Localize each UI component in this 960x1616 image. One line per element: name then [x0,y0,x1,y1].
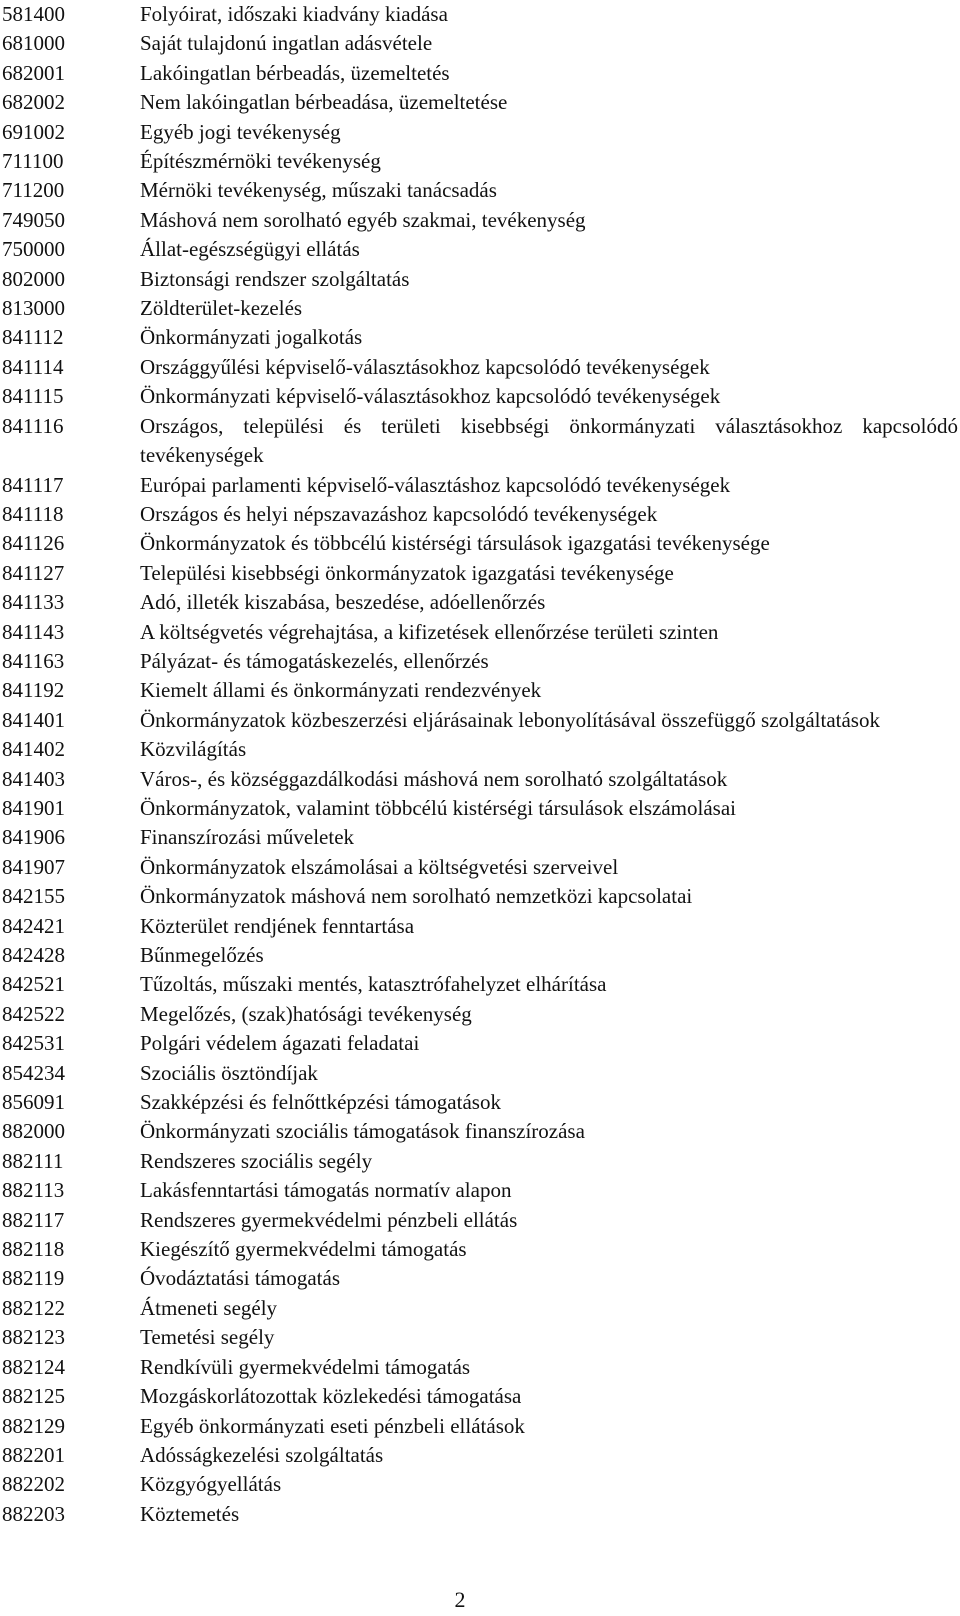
activity-code: 711200 [2,178,65,203]
list-item [0,1206,960,1235]
activity-description: Város-, és községgazdálkodási máshová nem sorolható szolgáltatások [140,766,728,791]
activity-code: 682001 [2,60,65,85]
activity-description: Európai parlamenti képviselő-választáshoz kapcsolódó tevékenységek [140,472,731,497]
activity-description: Folyóirat, időszaki kiadvány kiadása [140,2,448,26]
activity-code: 854234 [2,1060,65,1085]
activity-description: Polgári védelem ágazati feladatai [140,1031,420,1056]
list-item [0,59,960,88]
list-item [0,29,960,58]
activity-description: Országgyűlési képviselő-választásokhoz kapcsolódó tevékenységek [140,354,710,379]
activity-description: Mozgáskorlátozottak közlekedési támogatása [140,1384,522,1409]
list-item [0,882,960,911]
activity-code: 882122 [2,1295,65,1320]
page-number: 2 [454,1587,466,1612]
activity-description: Önkormányzati képviselő-választásokhoz kapcsolódó tevékenységek [140,384,721,409]
activity-code: 711100 [2,149,64,174]
activity-code: 856091 [2,1090,65,1115]
list-item [0,147,960,176]
list-item [0,0,960,29]
activity-description: Közvilágítás [140,737,247,762]
activity-code: 841118 [2,501,64,526]
activity-description: Települési kisebbségi önkormányzatok igazgatási tevékenysége [140,560,674,585]
list-item [0,1500,960,1529]
activity-code: 841112 [2,325,64,350]
list-item [0,353,960,382]
activity-description: A költségvetés végrehajtása, a kifizetések ellenőrzése területi szinten [140,619,719,644]
activity-description: Bűnmegelőzés [140,943,264,967]
activity-code: 841114 [2,354,64,379]
list-item [0,559,960,588]
activity-code: 882117 [2,1207,65,1232]
activity-description: Rendszeres szociális segély [140,1148,373,1173]
list-item [0,1323,960,1352]
list-item [0,588,960,617]
activity-description: Önkormányzatok, valamint többcélú kistérségi társulások elszámolásai [140,795,736,820]
list-item [0,1412,960,1441]
activity-code: 882203 [2,1501,65,1526]
activity-description: Lakóingatlan bérbeadás, üzemeltetés [140,60,450,85]
activity-description: Máshová nem sorolható egyéb szakmai, tevékenység [140,207,586,232]
activity-description: Egyéb jogi tevékenység [140,119,341,144]
activity-code: 882201 [2,1442,65,1467]
list-item [0,88,960,117]
activity-code: 842531 [2,1031,65,1056]
list-item [0,176,960,205]
list-item [0,265,960,294]
activity-description: Mérnöki tevékenység, műszaki tanácsadás [140,178,497,203]
activity-code: 802000 [2,266,65,291]
list-item [0,1088,960,1117]
activity-description: Országos és helyi népszavazáshoz kapcsolódó tevékenységek [140,501,658,526]
activity-description: Tűzoltás, műszaki mentés, katasztrófahelyzet elhárítása [140,972,607,997]
list-item [0,235,960,264]
activity-description: Országos, települési és területi kisebbségi önkormányzati választásokhoz kapcsolódó tevékenységek [140,413,958,468]
activity-code: 750000 [2,237,65,262]
list-item [0,1235,960,1264]
activity-description: Adósságkezelési szolgáltatás [140,1442,384,1467]
activity-description: Kiegészítő gyermekvédelmi támogatás [140,1237,467,1262]
list-item [0,382,960,411]
activity-description: Adó, illeték kiszabása, beszedése, adóellenőrzés [140,590,546,615]
list-item [0,1117,960,1146]
activity-code: 842428 [2,943,65,967]
list-item [0,853,960,882]
activity-description: Állat-egészségügyi ellátás [140,237,360,262]
activity-code: 691002 [2,119,65,144]
activity-description: Önkormányzatok közbeszerzési eljárásainak lebonyolításával összefüggő szolgáltatások [140,707,880,732]
list-item [0,206,960,235]
activity-code: 841163 [2,648,65,673]
activity-code: 813000 [2,296,65,321]
activity-description: Pályázat- és támogatáskezelés, ellenőrzés [140,648,489,673]
activity-code: 882000 [2,1119,65,1144]
activity-code: 842155 [2,884,65,909]
list-item [0,1382,960,1411]
list-item [0,118,960,147]
activity-description: Nem lakóingatlan bérbeadása, üzemeltetése [140,90,508,115]
activity-code: 841115 [2,384,64,409]
activity-description: Szakképzési és felnőttképzési támogatások [140,1090,501,1115]
activity-code: 581400 [2,2,65,26]
list-item [0,1294,960,1323]
activity-description: Lakásfenntartási támogatás normatív alapon [140,1178,512,1203]
activity-code: 882125 [2,1384,65,1409]
activity-description: Közterület rendjének fenntartása [140,913,415,938]
list-item [0,618,960,647]
activity-code: 842421 [2,913,65,938]
list-item [0,529,960,558]
activity-description: Finanszírozási műveletek [140,825,355,850]
list-item [0,823,960,852]
activity-code: 882124 [2,1354,65,1379]
activity-code: 841116 [2,413,64,438]
list-item [0,1264,960,1293]
list-item [0,1353,960,1382]
list-item [0,676,960,705]
list-item [0,323,960,352]
activity-description: Temetési segély [140,1325,275,1350]
activity-description: Szociális ösztöndíjak [140,1060,318,1085]
activity-description: Önkormányzatok és többcélú kistérségi társulások igazgatási tevékenysége [140,531,770,556]
activity-description: Köztemetés [140,1501,240,1526]
list-item [0,1176,960,1205]
activity-code: 882202 [2,1472,65,1497]
activity-description: Rendkívüli gyermekvédelmi támogatás [140,1354,471,1379]
activity-code: 841126 [2,531,65,556]
activity-code: 841402 [2,737,65,762]
list-item [0,735,960,764]
list-item [0,500,960,529]
list-item [0,794,960,823]
activity-code: 882123 [2,1325,65,1350]
activity-code: 842521 [2,972,65,997]
activity-description: Kiemelt állami és önkormányzati rendezvények [140,678,542,703]
activity-description: Közgyógyellátás [140,1472,282,1497]
activity-code: 841906 [2,825,65,850]
list-item [0,706,960,735]
activity-description: Önkormányzatok máshová nem sorolható nemzetközi kapcsolatai [140,884,693,909]
list-item [0,1470,960,1499]
activity-code: 882119 [2,1266,65,1291]
list-item [0,412,960,471]
activity-code: 749050 [2,207,65,232]
list-item [0,647,960,676]
activity-code: 682002 [2,90,65,115]
list-item [0,1059,960,1088]
activity-description: Biztonsági rendszer szolgáltatás [140,266,410,291]
list-item [0,970,960,999]
activity-code: 841192 [2,678,65,703]
activity-description: Óvodáztatási támogatás [140,1266,341,1291]
activity-code: 842522 [2,1001,65,1026]
list-item [0,941,960,970]
activity-code: 882113 [2,1178,65,1203]
activity-description: Önkormányzati szociális támogatások finanszírozása [140,1119,585,1144]
activity-description: Zöldterület-kezelés [140,296,303,321]
activity-code: 882111 [2,1148,64,1173]
list-item [0,1029,960,1058]
activity-code: 841133 [2,590,65,615]
activity-code: 882118 [2,1237,65,1262]
activity-description: Saját tulajdonú ingatlan adásvétele [140,31,433,56]
activity-description: Megelőzés, (szak)hatósági tevékenység [140,1001,472,1026]
list-item [0,912,960,941]
list-item [0,1000,960,1029]
activity-description: Önkormányzatok elszámolásai a költségvetési szerveivel [140,854,619,879]
activity-description: Önkormányzati jogalkotás [140,325,363,350]
activity-code: 841403 [2,766,65,791]
activity-code: 841907 [2,854,65,879]
activity-description: Egyéb önkormányzati eseti pénzbeli ellátások [140,1413,525,1438]
activity-code: 882129 [2,1413,65,1438]
activity-description: Rendszeres gyermekvédelmi pénzbeli ellátás [140,1207,518,1232]
activity-description: Átmeneti segély [140,1295,278,1320]
activity-code: 841127 [2,560,65,585]
activity-code: 841143 [2,619,65,644]
activity-code: 681000 [2,31,65,56]
list-item [0,294,960,323]
activity-code: 841901 [2,795,65,820]
list-item [0,765,960,794]
list-item [0,471,960,500]
activity-description: Építészmérnöki tevékenység [140,149,381,174]
list-item [0,1147,960,1176]
activity-code: 841117 [2,472,64,497]
activity-code: 841401 [2,707,65,732]
list-item [0,1441,960,1470]
